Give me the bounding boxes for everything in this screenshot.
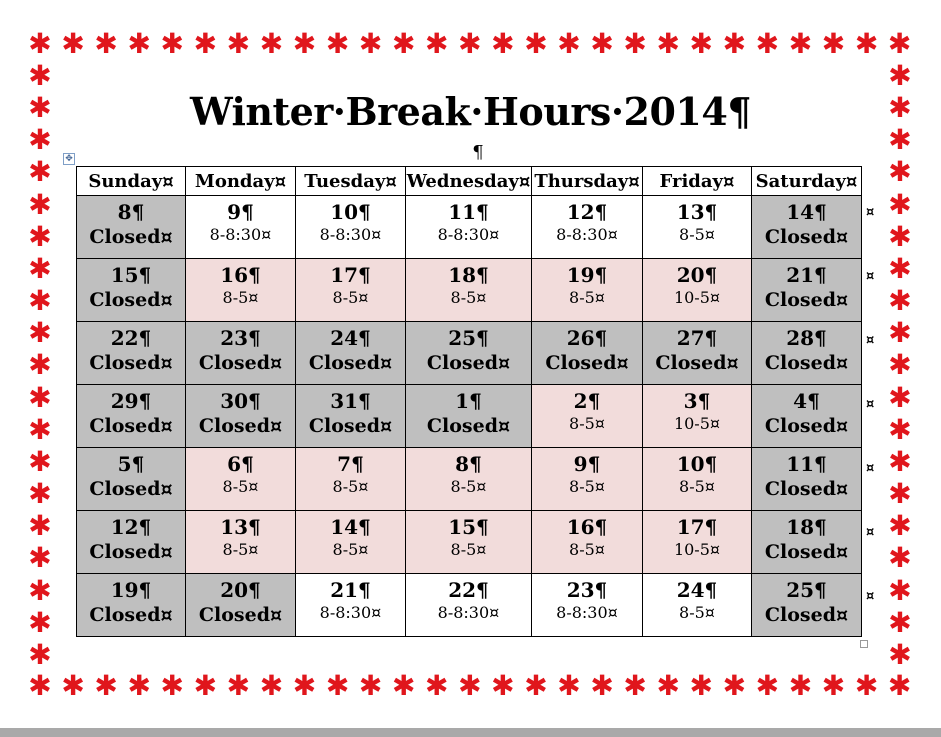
day-cell-tuesday[interactable] <box>296 574 406 637</box>
day-hours: 8-5¤ <box>450 477 487 496</box>
day-cell-wednesday[interactable] <box>406 511 532 574</box>
snowflake-icon: ✱ <box>28 669 52 702</box>
day-number: 22¶ <box>448 578 489 602</box>
day-hours: 8-5¤ <box>222 540 259 559</box>
day-hours: 8-5¤ <box>679 477 715 496</box>
day-cell-tuesday[interactable] <box>296 196 406 259</box>
snowflake-icon: ✱ <box>590 27 614 60</box>
day-hours: Closed¤ <box>764 478 849 500</box>
snowflake-icon: ✱ <box>788 669 813 702</box>
day-hours: Closed¤ <box>764 352 849 374</box>
calendar-table[interactable] <box>76 166 862 637</box>
snowflake-icon: ✱ <box>788 27 813 60</box>
day-cell-monday[interactable] <box>186 385 296 448</box>
day-hours: 8-8:30¤ <box>319 603 382 622</box>
snowflake-icon: ✱ <box>292 669 317 702</box>
snowflake-icon: ✱ <box>28 123 52 157</box>
snowflake-icon: ✱ <box>854 669 879 702</box>
day-hours: 8-5¤ <box>332 540 369 559</box>
day-cell-wednesday[interactable] <box>406 259 532 322</box>
day-hours: Closed¤ <box>308 415 393 437</box>
snowflake-icon: ✱ <box>28 284 52 318</box>
day-hours: Closed¤ <box>764 415 849 437</box>
snowflake-icon: ✱ <box>888 412 912 446</box>
day-cell-wednesday[interactable] <box>406 574 532 637</box>
day-cell-thursday[interactable] <box>532 259 643 322</box>
snowflake-icon: ✱ <box>160 669 184 702</box>
snowflake-icon: ✱ <box>888 380 912 414</box>
day-number: 15¶ <box>448 515 489 539</box>
snowflake-icon: ✱ <box>28 155 52 189</box>
day-hours: 8-5¤ <box>332 477 369 496</box>
snowflake-icon: ✱ <box>425 27 449 60</box>
snowflake-icon: ✱ <box>94 669 118 702</box>
day-number: 4¶ <box>793 389 820 413</box>
snowflake-icon: ✱ <box>94 27 118 60</box>
end-of-row-mark: ¤ <box>866 525 875 540</box>
snowflake-icon: ✱ <box>888 605 912 639</box>
snowflake-icon: ✱ <box>656 27 680 60</box>
day-cell-thursday[interactable] <box>532 196 643 259</box>
snowflake-icon: ✱ <box>888 477 912 511</box>
header-tuesday[interactable]: Tuesday¤ <box>296 167 406 196</box>
week-row <box>77 448 862 511</box>
day-cell-friday[interactable] <box>643 574 752 637</box>
day-hours: Closed¤ <box>89 541 173 563</box>
snowflake-icon: ✱ <box>425 669 449 702</box>
week-row <box>77 322 862 385</box>
day-hours: 8-8:30¤ <box>556 225 618 244</box>
snowflake-icon: ✱ <box>656 669 680 702</box>
day-hours: 8-5¤ <box>679 603 715 622</box>
week-row <box>77 511 862 574</box>
snowflake-icon: ✱ <box>292 27 317 60</box>
day-hours: Closed¤ <box>89 289 173 311</box>
day-cell-friday[interactable] <box>643 511 752 574</box>
day-number: 14¶ <box>786 200 827 224</box>
snowflake-icon: ✱ <box>325 669 350 702</box>
snowflake-icon: ✱ <box>888 637 912 671</box>
day-hours: 8-8:30¤ <box>209 225 272 244</box>
day-hours: 8-5¤ <box>569 288 605 307</box>
day-cell-monday[interactable] <box>186 511 296 574</box>
snowflake-icon: ✱ <box>557 27 581 60</box>
day-hours: Closed¤ <box>89 478 173 500</box>
day-number: 19¶ <box>110 578 152 602</box>
day-cell-monday[interactable] <box>186 322 296 385</box>
day-cell-tuesday[interactable] <box>296 385 406 448</box>
snowflake-icon: ✱ <box>623 669 647 702</box>
snowflake-icon: ✱ <box>61 669 85 702</box>
day-number: 13¶ <box>220 515 261 539</box>
day-hours: 8-5¤ <box>679 225 715 244</box>
day-hours: Closed¤ <box>198 352 283 374</box>
snowflake-icon: ✱ <box>127 669 151 702</box>
day-cell-sunday[interactable] <box>77 448 186 511</box>
day-hours: 8-5¤ <box>222 288 259 307</box>
snowflake-icon: ✱ <box>28 509 52 543</box>
day-cell-friday[interactable] <box>643 385 752 448</box>
snowflake-border-bottom <box>27 669 913 702</box>
day-hours: Closed¤ <box>655 352 739 374</box>
snowflake-icon: ✱ <box>888 187 912 221</box>
table-resize-handle[interactable] <box>860 640 868 648</box>
day-cell-wednesday[interactable] <box>406 322 532 385</box>
day-number: 21¶ <box>330 578 371 602</box>
day-number: 14¶ <box>330 515 371 539</box>
day-cell-friday[interactable] <box>643 196 752 259</box>
day-cell-friday[interactable] <box>643 259 752 322</box>
snowflake-icon: ✱ <box>854 27 879 60</box>
day-cell-tuesday[interactable] <box>296 448 406 511</box>
snowflake-icon: ✱ <box>28 380 52 414</box>
day-hours: 8-5¤ <box>332 288 369 307</box>
snowflake-icon: ✱ <box>28 412 52 446</box>
header-row <box>77 167 862 196</box>
day-number: 16¶ <box>220 263 261 287</box>
day-cell-tuesday[interactable] <box>296 259 406 322</box>
day-cell-saturday[interactable] <box>752 322 862 385</box>
day-hours: 10-5¤ <box>673 540 721 559</box>
day-number: 6¶ <box>227 452 254 476</box>
snowflake-icon: ✱ <box>689 27 713 60</box>
end-of-row-mark: ¤ <box>866 461 875 476</box>
snowflake-icon: ✱ <box>61 27 85 60</box>
snowflake-icon: ✱ <box>28 219 52 253</box>
day-number: 8¶ <box>117 200 145 224</box>
day-cell-thursday[interactable] <box>532 448 643 511</box>
day-number: 12¶ <box>566 200 608 224</box>
snowflake-icon: ✱ <box>524 669 548 702</box>
day-hours: Closed¤ <box>426 415 511 437</box>
snowflake-icon: ✱ <box>888 123 912 157</box>
day-number: 28¶ <box>786 326 827 350</box>
header-monday[interactable]: Monday¤ <box>186 167 296 196</box>
day-cell-thursday[interactable] <box>532 385 643 448</box>
header-saturday[interactable]: Saturday¤ <box>752 167 862 196</box>
snowflake-icon: ✱ <box>28 59 52 92</box>
snowflake-icon: ✱ <box>391 669 416 702</box>
snowflake-icon: ✱ <box>28 316 52 350</box>
snowflake-icon: ✱ <box>755 27 780 60</box>
day-hours: 8-5¤ <box>569 477 605 496</box>
day-number: 10¶ <box>330 200 371 224</box>
end-of-row-mark: ¤ <box>866 397 875 412</box>
day-number: 18¶ <box>448 263 489 287</box>
snowflake-border-right <box>887 59 913 671</box>
snowflake-icon: ✱ <box>888 91 912 125</box>
day-cell-wednesday[interactable] <box>406 448 532 511</box>
snowflake-icon: ✱ <box>888 284 912 318</box>
snowflake-icon: ✱ <box>28 27 52 60</box>
day-number: 16¶ <box>566 515 608 539</box>
day-hours: 8-5¤ <box>222 477 259 496</box>
day-hours: 8-8:30¤ <box>556 603 618 622</box>
snowflake-icon: ✱ <box>689 669 713 702</box>
day-cell-tuesday[interactable] <box>296 511 406 574</box>
day-cell-thursday[interactable] <box>532 322 643 385</box>
snowflake-icon: ✱ <box>28 187 52 221</box>
snowflake-icon: ✱ <box>623 27 647 60</box>
day-hours: Closed¤ <box>198 415 283 437</box>
day-number: 15¶ <box>110 263 152 287</box>
day-number: 25¶ <box>786 578 827 602</box>
table-move-handle-icon[interactable]: ✥ <box>63 153 75 165</box>
snowflake-icon: ✱ <box>557 669 581 702</box>
day-hours: Closed¤ <box>764 604 849 626</box>
snowflake-icon: ✱ <box>590 669 614 702</box>
day-number: 24¶ <box>676 578 718 602</box>
day-number: 1¶ <box>455 389 482 413</box>
snowflake-icon: ✱ <box>458 669 482 702</box>
day-hours: Closed¤ <box>89 415 173 437</box>
day-cell-saturday[interactable] <box>752 385 862 448</box>
day-cell-monday[interactable] <box>186 574 296 637</box>
day-number: 10¶ <box>676 452 718 476</box>
snowflake-icon: ✱ <box>491 27 515 60</box>
snowflake-icon: ✱ <box>524 27 548 60</box>
snowflake-icon: ✱ <box>28 91 52 125</box>
day-hours: 8-8:30¤ <box>437 225 500 244</box>
snowflake-icon: ✱ <box>722 669 747 702</box>
day-cell-saturday[interactable] <box>752 574 862 637</box>
snowflake-icon: ✱ <box>888 316 912 350</box>
day-cell-wednesday[interactable] <box>406 196 532 259</box>
day-hours: Closed¤ <box>89 604 173 626</box>
day-hours: 8-5¤ <box>450 540 487 559</box>
day-hours: Closed¤ <box>764 289 849 311</box>
snowflake-icon: ✱ <box>259 669 284 702</box>
paragraph-mark: ¶ <box>472 142 484 163</box>
week-row <box>77 574 862 637</box>
day-number: 27¶ <box>676 326 718 350</box>
day-cell-saturday[interactable] <box>752 448 862 511</box>
week-row <box>77 196 862 259</box>
snowflake-icon: ✱ <box>755 669 780 702</box>
snowflake-icon: ✱ <box>888 541 912 575</box>
snowflake-icon: ✱ <box>821 27 846 60</box>
day-hours: 10-5¤ <box>673 414 721 433</box>
snowflake-icon: ✱ <box>458 27 482 60</box>
end-of-row-mark: ¤ <box>866 205 875 220</box>
day-cell-sunday[interactable] <box>77 322 186 385</box>
day-number: 12¶ <box>110 515 152 539</box>
day-number: 26¶ <box>566 326 608 350</box>
day-hours: 10-5¤ <box>673 288 721 307</box>
snowflake-icon: ✱ <box>888 59 912 92</box>
day-hours: 8-8:30¤ <box>437 603 500 622</box>
day-cell-saturday[interactable] <box>752 511 862 574</box>
snowflake-icon: ✱ <box>491 669 515 702</box>
end-of-row-mark: ¤ <box>866 333 875 348</box>
snowflake-icon: ✱ <box>28 251 52 285</box>
day-cell-sunday[interactable] <box>77 385 186 448</box>
day-cell-sunday[interactable] <box>77 574 186 637</box>
day-hours: 8-5¤ <box>450 288 487 307</box>
day-cell-monday[interactable] <box>186 259 296 322</box>
day-hours: Closed¤ <box>89 226 173 248</box>
snowflake-icon: ✱ <box>888 155 912 189</box>
snowflake-icon: ✱ <box>28 541 52 575</box>
day-cell-sunday[interactable] <box>77 511 186 574</box>
snowflake-icon: ✱ <box>358 27 383 60</box>
day-hours: 8-5¤ <box>569 414 605 433</box>
day-number: 13¶ <box>676 200 718 224</box>
day-number: 24¶ <box>330 326 371 350</box>
day-number: 30¶ <box>220 389 261 413</box>
day-number: 3¶ <box>683 389 711 413</box>
day-hours: 8-5¤ <box>569 540 605 559</box>
day-cell-thursday[interactable] <box>532 574 643 637</box>
day-hours: Closed¤ <box>545 352 629 374</box>
end-of-row-mark: ¤ <box>866 269 875 284</box>
day-hours: Closed¤ <box>308 352 393 374</box>
day-cell-sunday[interactable] <box>77 196 186 259</box>
day-number: 9¶ <box>573 452 601 476</box>
day-number: 21¶ <box>786 263 827 287</box>
day-number: 5¶ <box>117 452 145 476</box>
day-cell-saturday[interactable] <box>752 259 862 322</box>
document-title[interactable]: Winter·Break·Hours·2014¶ <box>189 89 751 134</box>
snowflake-icon: ✱ <box>226 27 251 60</box>
day-number: 19¶ <box>566 263 608 287</box>
day-number: 31¶ <box>330 389 371 413</box>
day-hours: 8-8:30¤ <box>319 225 382 244</box>
snowflake-icon: ✱ <box>28 477 52 511</box>
day-number: 20¶ <box>676 263 718 287</box>
day-cell-sunday[interactable] <box>77 259 186 322</box>
day-hours: Closed¤ <box>426 352 511 374</box>
day-number: 17¶ <box>330 263 371 287</box>
snowflake-icon: ✱ <box>888 219 912 253</box>
header-thursday[interactable]: Thursday¤ <box>532 167 643 196</box>
day-cell-monday[interactable] <box>186 448 296 511</box>
day-number: 11¶ <box>786 452 827 476</box>
snowflake-icon: ✱ <box>888 348 912 382</box>
snowflake-icon: ✱ <box>28 444 52 478</box>
header-sunday[interactable]: Sunday¤ <box>77 167 186 196</box>
header-wednesday[interactable]: Wednesday¤ <box>406 167 532 196</box>
snowflake-icon: ✱ <box>887 27 912 60</box>
day-number: 29¶ <box>110 389 152 413</box>
day-number: 2¶ <box>573 389 601 413</box>
snowflake-icon: ✱ <box>193 669 218 702</box>
day-cell-tuesday[interactable] <box>296 322 406 385</box>
day-cell-friday[interactable] <box>643 448 752 511</box>
week-row <box>77 259 862 322</box>
day-cell-wednesday[interactable] <box>406 385 532 448</box>
snowflake-icon: ✱ <box>160 27 184 60</box>
snowflake-border-top <box>27 27 913 60</box>
day-number: 18¶ <box>786 515 827 539</box>
day-number: 20¶ <box>220 578 261 602</box>
snowflake-icon: ✱ <box>887 669 912 702</box>
header-friday[interactable]: Friday¤ <box>643 167 752 196</box>
snowflake-icon: ✱ <box>127 27 151 60</box>
snowflake-border-left <box>27 59 53 671</box>
day-number: 22¶ <box>110 326 152 350</box>
day-number: 8¶ <box>455 452 482 476</box>
snowflake-icon: ✱ <box>28 348 52 382</box>
status-bar-strip <box>0 728 941 737</box>
day-hours: Closed¤ <box>198 604 283 626</box>
snowflake-icon: ✱ <box>28 573 52 607</box>
snowflake-icon: ✱ <box>193 27 218 60</box>
day-number: 9¶ <box>227 200 254 224</box>
day-cell-saturday[interactable] <box>752 196 862 259</box>
snowflake-icon: ✱ <box>821 669 846 702</box>
snowflake-icon: ✱ <box>325 27 350 60</box>
snowflake-icon: ✱ <box>226 669 251 702</box>
snowflake-icon: ✱ <box>722 27 747 60</box>
snowflake-icon: ✱ <box>888 573 912 607</box>
day-number: 25¶ <box>448 326 489 350</box>
end-of-row-mark: ¤ <box>866 589 875 604</box>
day-number: 7¶ <box>337 452 364 476</box>
snowflake-icon: ✱ <box>888 251 912 285</box>
day-number: 17¶ <box>676 515 718 539</box>
snowflake-icon: ✱ <box>888 509 912 543</box>
day-cell-monday[interactable] <box>186 196 296 259</box>
day-number: 23¶ <box>220 326 261 350</box>
day-hours: Closed¤ <box>764 226 849 248</box>
snowflake-icon: ✱ <box>259 27 284 60</box>
day-hours: Closed¤ <box>764 541 849 563</box>
day-number: 11¶ <box>448 200 489 224</box>
day-hours: Closed¤ <box>89 352 173 374</box>
snowflake-icon: ✱ <box>888 444 912 478</box>
snowflake-icon: ✱ <box>391 27 416 60</box>
week-row <box>77 385 862 448</box>
day-cell-friday[interactable] <box>643 322 752 385</box>
snowflake-icon: ✱ <box>28 605 52 639</box>
snowflake-icon: ✱ <box>358 669 383 702</box>
day-number: 23¶ <box>566 578 608 602</box>
day-cell-thursday[interactable] <box>532 511 643 574</box>
snowflake-icon: ✱ <box>28 637 52 671</box>
